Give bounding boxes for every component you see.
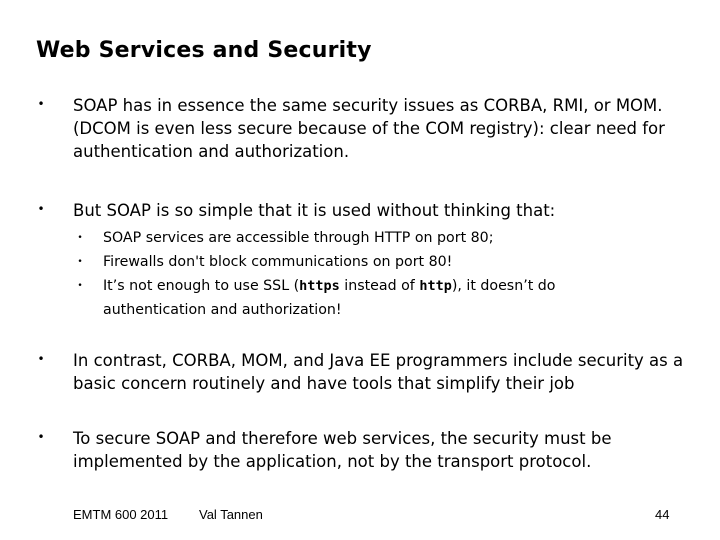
sub-bullet-marker: • [77,281,83,291]
bullet-marker: • [37,352,45,366]
slide-title: Web Services and Security [36,38,372,63]
bullet-text-soap-security [73,94,693,163]
sub-bullet-text-firewalls: Firewalls don't block communications on port 80! [103,254,453,270]
text-line: But SOAP is so simple that it is used without thinking that: [73,201,556,220]
text-line: To secure SOAP and therefore web services, the security must be [73,429,612,448]
bullet-marker: • [37,202,45,216]
bullet-marker: • [37,97,45,111]
footer-course: EMTM 600 2011 [73,507,169,522]
sub-bullet-text-ssl [103,274,663,322]
text-line: implemented by the application, not by the transport protocol. [73,452,592,471]
footer-author: Val Tannen [199,507,263,522]
text-line: authentication and authorization! [103,302,342,318]
code-http: http [419,278,452,294]
bullet-text-corba-contrast [73,349,693,395]
code-https: https [299,278,340,294]
text-line: In contrast, CORBA, MOM, and Java EE programmers include security as a [73,351,684,370]
bullet-text-secure-soap [73,427,693,473]
text-line: basic concern routinely and have tools that simplify their job [73,374,575,393]
footer-page-number: 44 [655,507,670,522]
text-line: (DCOM is even less secure because of the COM registry): clear need for [73,119,665,138]
text-line: SOAP has in essence the same security issues as CORBA, RMI, or MOM. [73,96,663,115]
text-line: It’s not enough to use SSL (https instead of http), it doesn’t do [103,278,556,294]
text-line: authentication and authorization. [73,142,350,161]
sub-bullet-marker: • [77,257,83,267]
sub-bullet-text-http-port: SOAP services are accessible through HTTP on port 80; [103,230,494,246]
sub-bullet-marker: • [77,233,83,243]
bullet-text-soap-simple [73,199,693,222]
bullet-marker: • [37,430,45,444]
